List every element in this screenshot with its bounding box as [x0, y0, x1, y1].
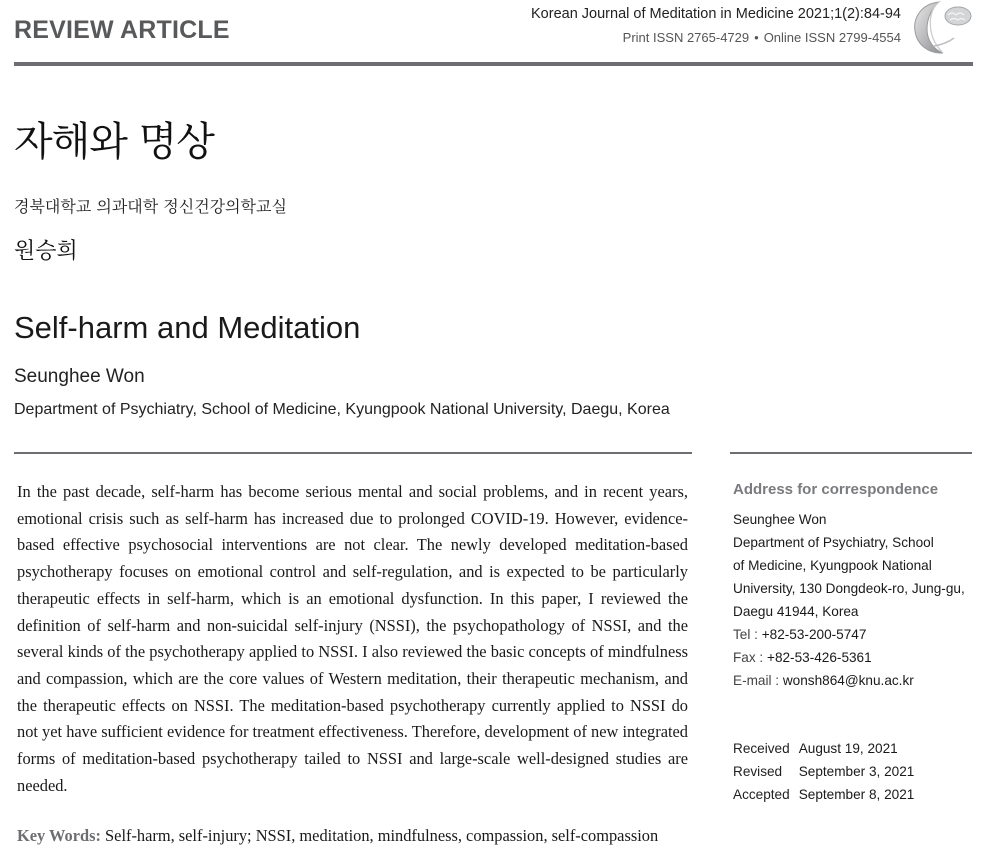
correspondence-heading: Address for correspondence: [733, 481, 939, 498]
date-value: September 8, 2021: [798, 787, 915, 802]
date-row-accepted: [733, 783, 914, 806]
keywords-label: Key Words:: [17, 826, 101, 845]
dates-table: [733, 737, 914, 806]
separator-dot: •: [754, 30, 759, 45]
header-divider: [14, 62, 973, 66]
online-issn: Online ISSN 2799-4554: [763, 30, 901, 45]
abstract-body: In the past decade, self-harm has become serious mental and social problems, and in recent years, emotional crisis such as self-harm has increased due to prolonged COVID-19. However, evidence-based effective psychosocial interventions are not clear. The newly developed meditation-based psychotherapy focuses on emotional control and self-regulation, and is expected to be particularly therapeutic effects in self-harm, which is an emotional dysfunction. In this paper, I reviewed the definition of self-harm and non-suicidal self-injury (NSSI), the psychopathology of NSSI, and the several kinds of the psychotherapy applied to NSSI. I also reviewed the basic concepts of mindfulness and compassion, which are the core values of Western meditation, their therapeutic mechanism, and the therapeutic effects on NSSI. The meditation-based psychotherapy currently applied to NSSI do not yet have sufficient evidence for treatment effectiveness. Therefore, development of new integrated forms of meditation-based psychotherapy tailed to NSSI and large-scale well-designed studies are needed.: [17, 482, 688, 795]
address-line: of Medicine, Kyungpook National: [733, 558, 932, 573]
address-line: Daegu 41944, Korea: [733, 604, 859, 619]
tel-label: Tel :: [733, 627, 758, 642]
correspondence-block: [733, 508, 978, 692]
english-author: Seunghee Won: [14, 366, 145, 387]
dates-block: [733, 737, 914, 806]
journal-citation: Korean Journal of Meditation in Medicine 2021;1(2):84-94: [531, 6, 901, 22]
email-link[interactable]: wonsh864@knu.ac.kr: [782, 673, 914, 688]
article-type-label: REVIEW ARTICLE: [14, 16, 230, 44]
email-label: E-mail :: [733, 673, 780, 688]
date-label: Received: [733, 741, 790, 756]
fax-row: [733, 646, 978, 669]
fax-value: +82-53-426-5361: [767, 650, 872, 665]
korean-affiliation: 경북대학교 의과대학 정신건강의학교실: [14, 197, 287, 216]
korean-title: 자해와 명상: [14, 119, 214, 165]
date-label: Accepted: [733, 787, 790, 802]
email-row: [733, 669, 978, 692]
keywords-list: Self-harm, self-injury; NSSI, meditation, mindfulness, compassion, self-compassion: [105, 826, 659, 845]
date-row-revised: [733, 760, 914, 783]
date-value: September 3, 2021: [798, 764, 915, 779]
date-value: August 19, 2021: [798, 741, 898, 756]
date-row-received: [733, 737, 914, 760]
issn-line: [623, 30, 901, 45]
sidebar-divider: [730, 452, 972, 454]
abstract-divider: [14, 452, 692, 454]
print-issn: Print ISSN 2765-4729: [622, 30, 750, 45]
address-line: University, 130 Dongdeok-ro, Jung-gu,: [733, 581, 965, 596]
english-title: Self-harm and Meditation: [14, 310, 361, 345]
date-label: Revised: [733, 764, 783, 779]
tel-row: [733, 623, 978, 646]
korean-author: 원승희: [14, 239, 78, 264]
english-affiliation: Department of Psychiatry, School of Medicine, Kyungpook National University, Daegu, Korea: [14, 401, 670, 418]
tel-value: +82-53-200-5747: [761, 627, 867, 642]
address-line: Department of Psychiatry, School: [733, 535, 934, 550]
moon-brain-logo-icon: [909, 0, 975, 56]
correspondence-name: Seunghee Won: [733, 512, 827, 527]
keywords-line: [17, 826, 717, 846]
fax-label: Fax :: [733, 650, 764, 665]
